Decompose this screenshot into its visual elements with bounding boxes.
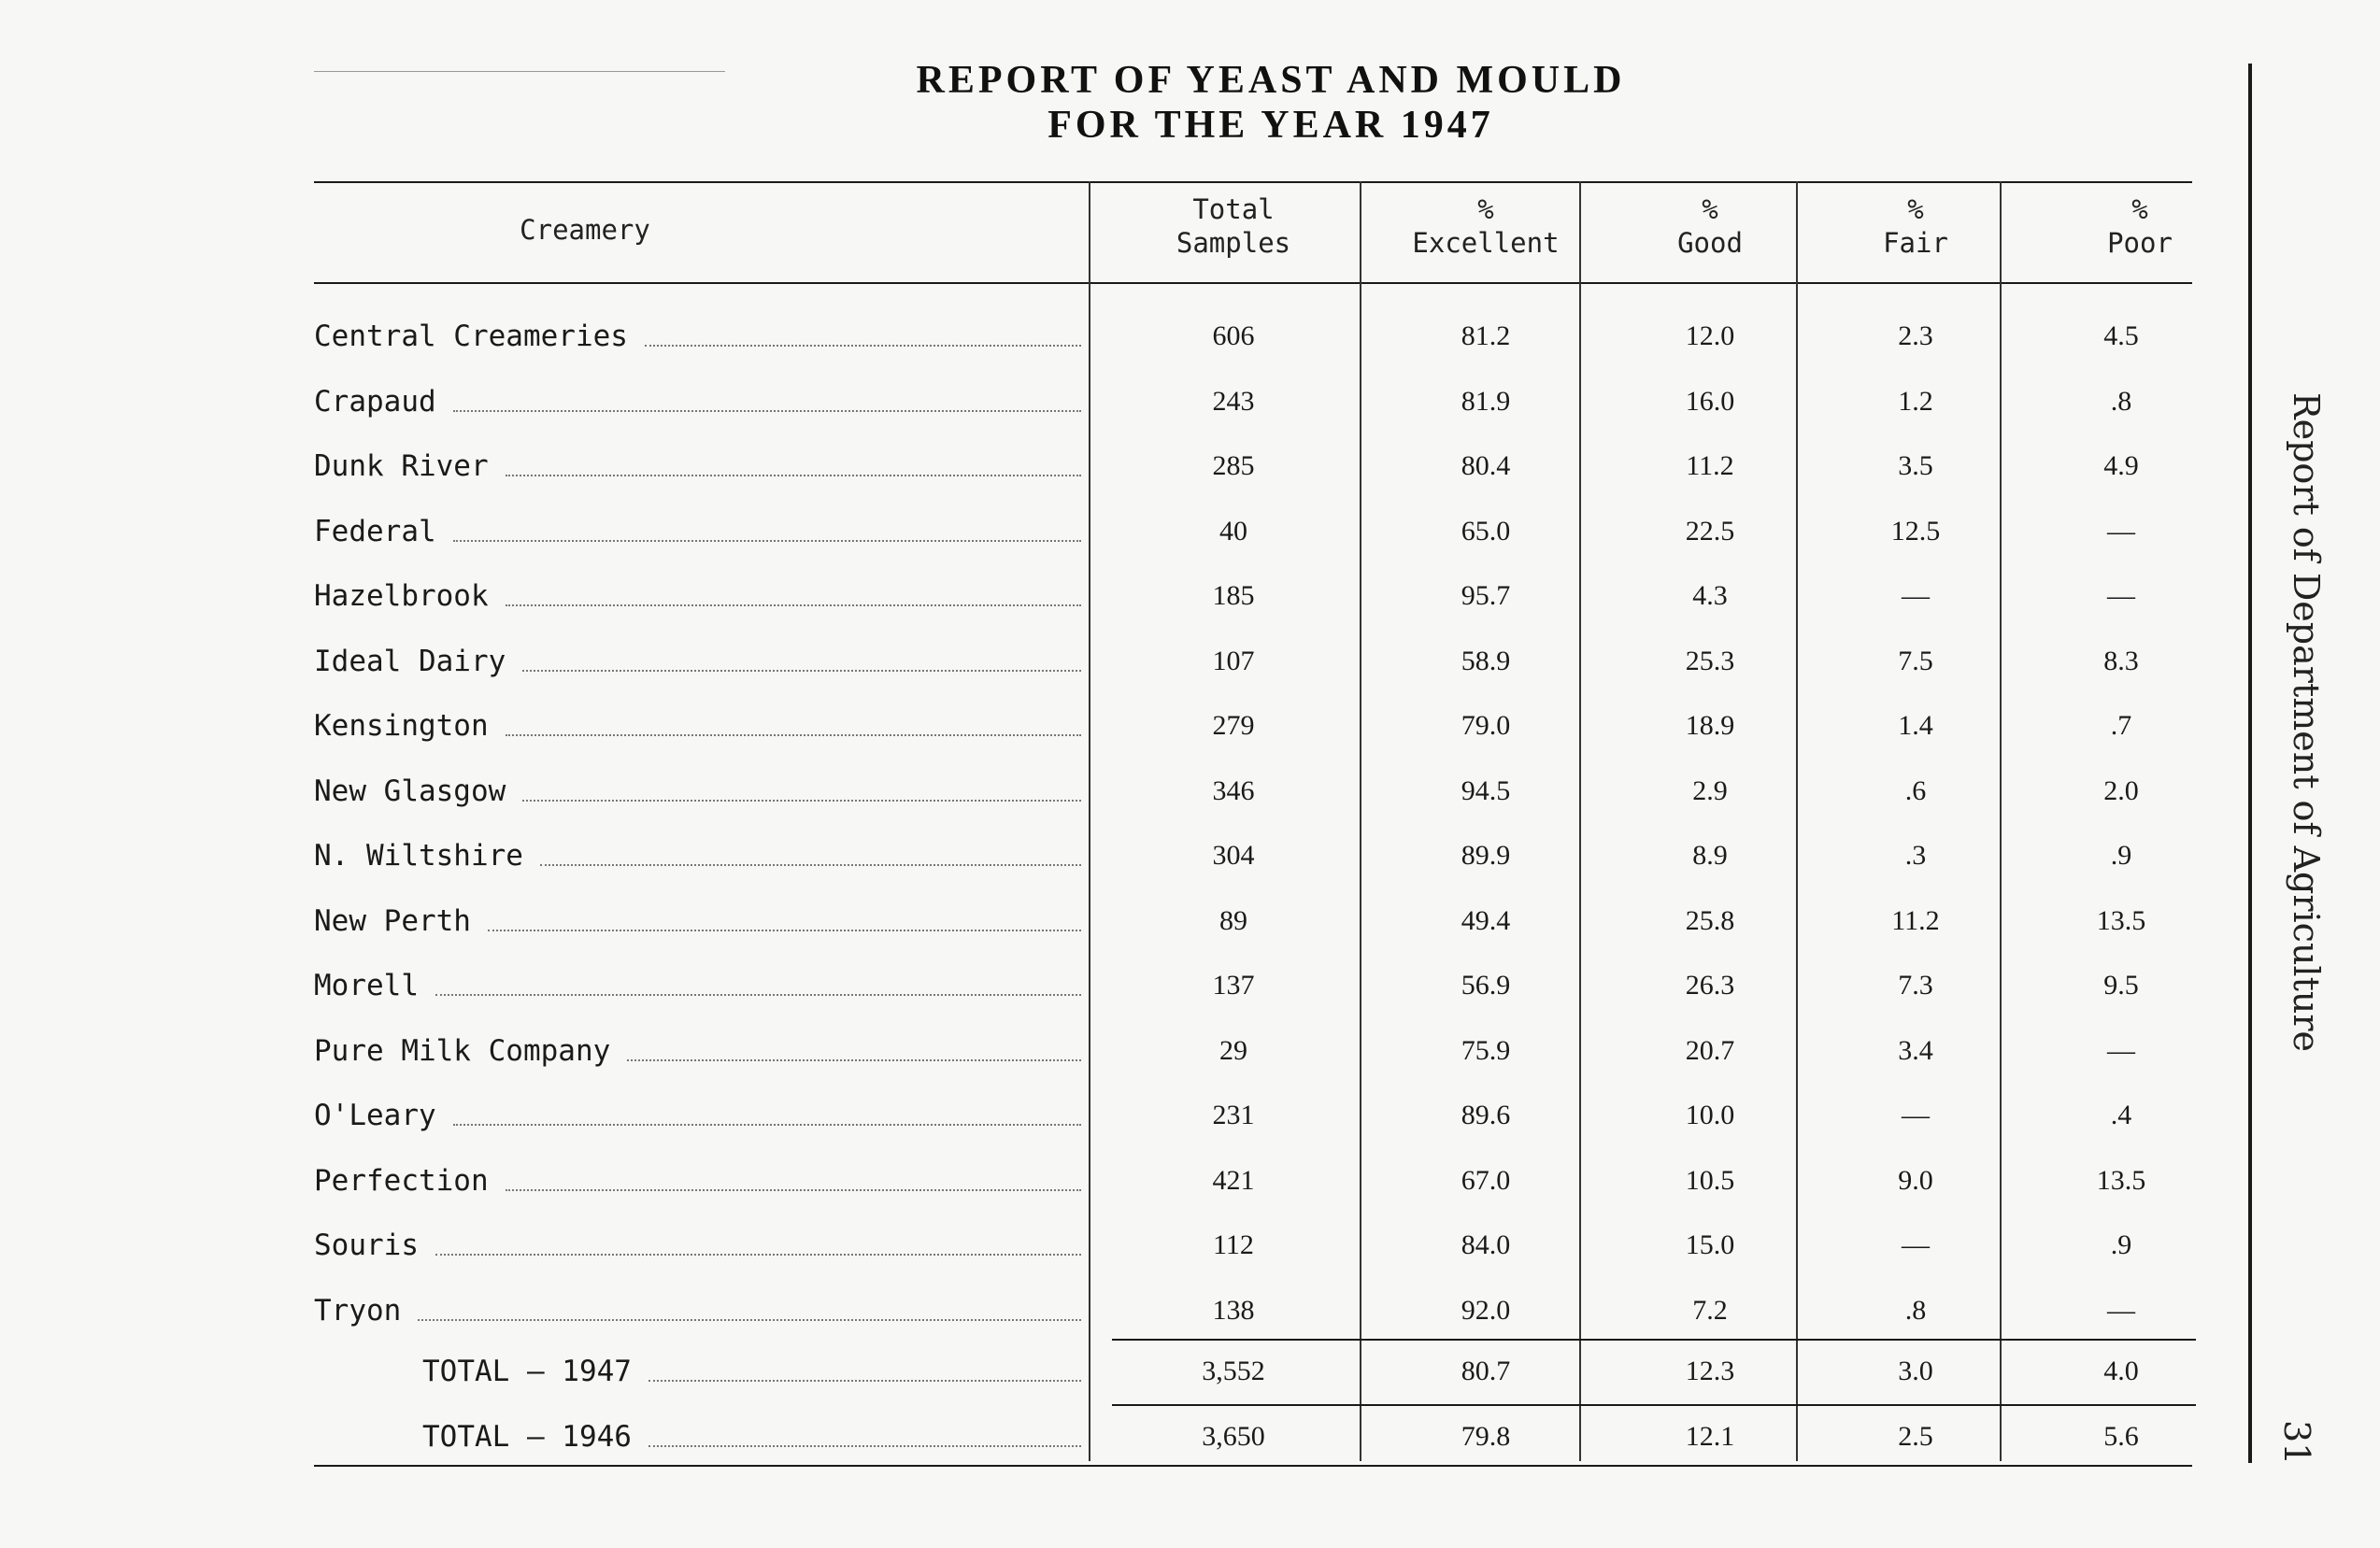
creamery-name: Pure Milk Company bbox=[314, 1033, 611, 1068]
poor-cell: — bbox=[2107, 1294, 2135, 1326]
fair-cell: 2.3 bbox=[1898, 320, 1933, 351]
poor-cell: 2.0 bbox=[2103, 774, 2139, 806]
table-row bbox=[0, 629, 2380, 694]
good-cell: 10.5 bbox=[1685, 1164, 1735, 1196]
page-number: 31 bbox=[2276, 1420, 2317, 1466]
fair-cell: 9.0 bbox=[1898, 1164, 1933, 1196]
good-cell: 15.0 bbox=[1685, 1229, 1735, 1260]
creamery-name: Hazelbrook bbox=[314, 579, 489, 613]
fair-cell: — bbox=[1902, 1229, 1930, 1260]
leader-dots bbox=[522, 670, 1081, 672]
good-cell: 22.5 bbox=[1685, 515, 1735, 547]
excellent-cell: 79.8 bbox=[1461, 1421, 1511, 1452]
creamery-name: Perfection bbox=[314, 1163, 489, 1198]
totals-middle-rule bbox=[1112, 1404, 2196, 1406]
table-row bbox=[0, 823, 2380, 888]
header-total-samples: Total Samples bbox=[1176, 193, 1291, 259]
table-bottom-rule bbox=[314, 1465, 2192, 1467]
good-cell: 20.7 bbox=[1685, 1034, 1735, 1066]
total-samples-cell: 137 bbox=[1212, 970, 1255, 1001]
table-row bbox=[0, 1148, 2380, 1214]
leader-dots bbox=[540, 864, 1081, 866]
top-rule-short bbox=[314, 71, 725, 72]
excellent-cell: 95.7 bbox=[1461, 580, 1511, 611]
total-samples-cell: 421 bbox=[1212, 1164, 1255, 1196]
poor-cell: 8.3 bbox=[2103, 645, 2139, 676]
poor-cell: 9.5 bbox=[2103, 970, 2139, 1001]
header-bottom-rule bbox=[314, 282, 2192, 284]
creamery-name: N. Wiltshire bbox=[314, 839, 523, 873]
poor-cell: 4.9 bbox=[2103, 450, 2139, 481]
page-edge-rule bbox=[2248, 64, 2252, 1463]
total-samples-cell: 29 bbox=[1219, 1034, 1247, 1066]
excellent-cell: 58.9 bbox=[1461, 645, 1511, 676]
fair-cell: — bbox=[1902, 580, 1930, 611]
table-row bbox=[0, 759, 2380, 824]
poor-cell: — bbox=[2107, 1034, 2135, 1066]
header-top-rule bbox=[314, 181, 2192, 183]
excellent-cell: 84.0 bbox=[1461, 1229, 1511, 1260]
total-row bbox=[0, 1404, 2380, 1470]
excellent-cell: 49.4 bbox=[1461, 904, 1511, 936]
fair-cell: 3.5 bbox=[1898, 450, 1933, 481]
good-cell: 10.0 bbox=[1685, 1100, 1735, 1130]
table-row bbox=[0, 1213, 2380, 1278]
report-subtitle: FOR THE YEAR 1947 bbox=[1047, 104, 1494, 147]
excellent-cell: 80.4 bbox=[1461, 450, 1511, 481]
fair-cell: 7.5 bbox=[1898, 645, 1933, 676]
table-row bbox=[0, 888, 2380, 954]
fair-cell: — bbox=[1902, 1100, 1930, 1130]
leader-dots bbox=[453, 410, 1081, 412]
creamery-name: New Perth bbox=[314, 903, 471, 938]
good-cell: 26.3 bbox=[1685, 970, 1735, 1001]
good-cell: 12.1 bbox=[1685, 1421, 1735, 1452]
excellent-cell: 79.0 bbox=[1461, 710, 1511, 741]
fair-cell: 12.5 bbox=[1890, 515, 1941, 547]
header-poor: % Poor bbox=[2107, 193, 2173, 259]
total-samples-cell: 231 bbox=[1212, 1100, 1255, 1130]
total-samples-cell: 40 bbox=[1219, 515, 1247, 547]
table-row bbox=[0, 563, 2380, 629]
poor-cell: .9 bbox=[2110, 840, 2132, 871]
good-cell: 4.3 bbox=[1692, 580, 1728, 611]
fair-cell: 1.4 bbox=[1898, 710, 1933, 741]
excellent-cell: 75.9 bbox=[1461, 1034, 1511, 1066]
excellent-cell: 67.0 bbox=[1461, 1164, 1511, 1196]
table-row bbox=[0, 369, 2380, 434]
header-creamery: Creamery bbox=[520, 214, 650, 246]
poor-cell: — bbox=[2107, 580, 2135, 611]
good-cell: 12.3 bbox=[1685, 1356, 1735, 1386]
creamery-name: Ideal Dairy bbox=[314, 644, 506, 678]
creamery-name: TOTAL — 1947 bbox=[422, 1355, 632, 1388]
excellent-cell: 80.7 bbox=[1461, 1356, 1511, 1386]
poor-cell: 5.6 bbox=[2103, 1421, 2139, 1452]
leader-dots bbox=[435, 1254, 1081, 1256]
good-cell: 18.9 bbox=[1685, 710, 1735, 741]
table-row bbox=[0, 433, 2380, 499]
leader-dots bbox=[418, 1319, 1081, 1321]
fair-cell: 7.3 bbox=[1898, 970, 1933, 1001]
excellent-cell: 92.0 bbox=[1461, 1294, 1511, 1326]
leader-dots bbox=[506, 734, 1081, 736]
leader-dots bbox=[506, 1189, 1081, 1191]
total-samples-cell: 243 bbox=[1212, 385, 1255, 417]
fair-cell: .8 bbox=[1904, 1294, 1927, 1326]
table-row bbox=[0, 499, 2380, 564]
leader-dots bbox=[627, 1059, 1081, 1061]
leader-dots bbox=[506, 475, 1081, 476]
creamery-name: Dunk River bbox=[314, 449, 489, 483]
good-cell: 2.9 bbox=[1692, 774, 1728, 806]
running-header-text: Report of Department of Agriculture bbox=[2286, 392, 2327, 1052]
excellent-cell: 81.2 bbox=[1461, 320, 1511, 351]
poor-cell: 13.5 bbox=[2096, 904, 2146, 936]
table-row bbox=[0, 1083, 2380, 1148]
table-row bbox=[0, 1018, 2380, 1084]
header-good: % Good bbox=[1677, 193, 1743, 259]
creamery-name: Kensington bbox=[314, 709, 489, 743]
good-cell: 16.0 bbox=[1685, 385, 1735, 417]
good-cell: 12.0 bbox=[1685, 320, 1735, 351]
excellent-cell: 89.9 bbox=[1461, 840, 1511, 871]
creamery-name: New Glasgow bbox=[314, 774, 506, 808]
leader-dots bbox=[522, 800, 1081, 802]
fair-cell: 1.2 bbox=[1898, 385, 1933, 417]
fair-cell: 11.2 bbox=[1891, 904, 1940, 936]
creamery-name: TOTAL — 1946 bbox=[422, 1420, 632, 1454]
total-samples-cell: 346 bbox=[1212, 774, 1255, 806]
leader-dots bbox=[488, 930, 1081, 931]
leader-dots bbox=[506, 604, 1081, 606]
creamery-name: Morell bbox=[314, 969, 419, 1002]
good-cell: 25.8 bbox=[1685, 904, 1735, 936]
poor-cell: .8 bbox=[2110, 385, 2132, 417]
excellent-cell: 89.6 bbox=[1461, 1100, 1511, 1130]
leader-dots bbox=[648, 1445, 1081, 1447]
total-samples-cell: 107 bbox=[1212, 645, 1255, 676]
total-samples-cell: 89 bbox=[1219, 904, 1247, 936]
header-fair: % Fair bbox=[1883, 193, 1948, 259]
total-samples-cell: 112 bbox=[1213, 1229, 1254, 1260]
table-row bbox=[0, 693, 2380, 759]
totals-top-rule bbox=[1112, 1339, 2196, 1341]
total-samples-cell: 3,552 bbox=[1202, 1356, 1265, 1386]
poor-cell: .4 bbox=[2110, 1100, 2132, 1130]
excellent-cell: 81.9 bbox=[1461, 385, 1511, 417]
poor-cell: .9 bbox=[2110, 1229, 2132, 1260]
creamery-name: Souris bbox=[314, 1228, 419, 1262]
total-samples-cell: 279 bbox=[1212, 710, 1255, 741]
excellent-cell: 94.5 bbox=[1461, 774, 1511, 806]
creamery-name: O'Leary bbox=[314, 1099, 436, 1132]
poor-cell: 13.5 bbox=[2096, 1164, 2146, 1196]
leader-dots bbox=[435, 994, 1081, 996]
creamery-name: Central Creameries bbox=[314, 320, 628, 353]
creamery-name: Tryon bbox=[314, 1293, 402, 1328]
poor-cell: — bbox=[2107, 515, 2135, 547]
leader-dots bbox=[645, 345, 1081, 347]
total-samples-cell: 606 bbox=[1212, 320, 1255, 351]
leader-dots bbox=[453, 540, 1081, 542]
good-cell: 7.2 bbox=[1692, 1294, 1728, 1326]
total-samples-cell: 138 bbox=[1212, 1294, 1255, 1326]
leader-dots bbox=[648, 1380, 1081, 1382]
fair-cell: .6 bbox=[1904, 774, 1927, 806]
fair-cell: 3.0 bbox=[1898, 1356, 1933, 1386]
excellent-cell: 65.0 bbox=[1461, 515, 1511, 547]
poor-cell: .7 bbox=[2110, 710, 2132, 741]
fair-cell: 3.4 bbox=[1898, 1034, 1933, 1066]
total-samples-cell: 185 bbox=[1212, 580, 1255, 611]
creamery-name: Federal bbox=[314, 514, 436, 548]
creamery-name: Crapaud bbox=[314, 384, 436, 419]
table-row bbox=[0, 304, 2380, 369]
excellent-cell: 56.9 bbox=[1461, 970, 1511, 1001]
total-samples-cell: 304 bbox=[1212, 840, 1255, 871]
leader-dots bbox=[453, 1124, 1081, 1126]
poor-cell: 4.5 bbox=[2103, 320, 2139, 351]
good-cell: 25.3 bbox=[1685, 645, 1735, 676]
fair-cell: 2.5 bbox=[1898, 1421, 1933, 1452]
total-samples-cell: 3,650 bbox=[1202, 1421, 1265, 1452]
header-excellent: % Excellent bbox=[1412, 193, 1560, 259]
total-samples-cell: 285 bbox=[1212, 450, 1255, 481]
table-row bbox=[0, 1278, 2380, 1343]
good-cell: 8.9 bbox=[1692, 840, 1728, 871]
total-row bbox=[0, 1339, 2380, 1404]
table-row bbox=[0, 953, 2380, 1018]
fair-cell: .3 bbox=[1904, 840, 1927, 871]
poor-cell: 4.0 bbox=[2103, 1356, 2139, 1386]
report-title: REPORT OF YEAST AND MOULD bbox=[916, 59, 1626, 102]
good-cell: 11.2 bbox=[1686, 450, 1734, 481]
